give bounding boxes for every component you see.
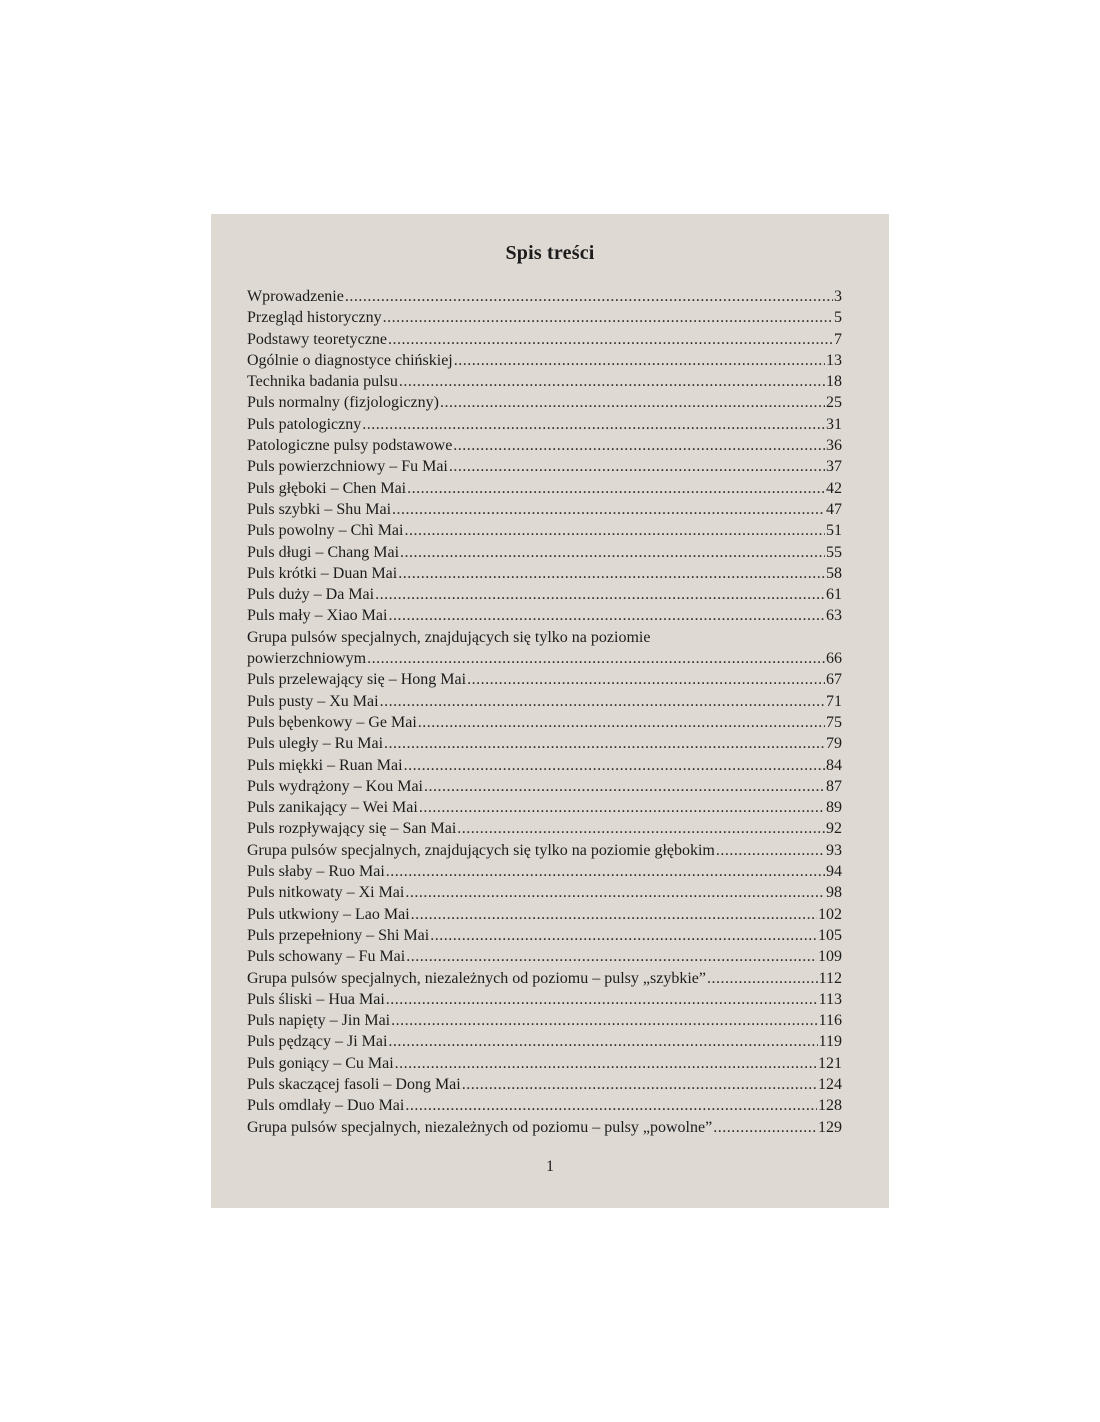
toc-entry-page: 124 [818, 1075, 842, 1093]
dot-leader [454, 350, 825, 371]
toc-entry [247, 627, 842, 648]
toc-entry-page: 3 [834, 288, 842, 305]
toc-entry-label: Puls patologiczny [247, 415, 362, 433]
toc-entry-page: 128 [818, 1097, 842, 1115]
dot-leader [362, 414, 825, 435]
toc-entry [247, 329, 842, 350]
toc-entry-page: 112 [818, 969, 842, 987]
toc-entry-label: powierzchniowym [247, 650, 367, 668]
toc-entry-page: 121 [818, 1054, 842, 1072]
toc-entry [247, 733, 842, 754]
toc-entry-page: 84 [826, 756, 842, 774]
toc-entry [247, 478, 842, 499]
toc-entry-page: 37 [826, 458, 842, 476]
toc-entry-label: Puls rozpływający się – San Mai [247, 820, 457, 838]
toc-entry-page: 55 [826, 543, 842, 561]
toc-entry-label: Puls powolny – Chì Mai [247, 522, 404, 540]
dot-leader [388, 1031, 817, 1052]
toc-entry-page: 98 [826, 884, 842, 902]
toc-entry-label: Puls pędzący – Ji Mai [247, 1033, 388, 1051]
toc-entry [247, 797, 842, 818]
dot-leader [392, 499, 825, 520]
toc-entry-label: Puls zanikający – Wei Mai [247, 799, 418, 817]
dot-leader [713, 1117, 817, 1138]
dot-leader [384, 733, 825, 754]
toc-entry-page: 25 [826, 394, 842, 412]
page-number: 1 [546, 1158, 554, 1175]
toc-entry [247, 1095, 842, 1116]
dot-leader [440, 392, 825, 413]
dot-leader [449, 456, 825, 477]
toc-entry-label: Puls bębenkowy – Ge Mai [247, 713, 417, 731]
toc-entry-label: Puls wydrążony – Kou Mai [247, 777, 423, 795]
toc-entry-page: 47 [826, 500, 842, 518]
toc-entry-label: Przegląd historyczny [247, 309, 382, 327]
toc-entry [247, 925, 842, 946]
toc-entry [247, 712, 842, 733]
toc-entry-page: 102 [818, 905, 842, 923]
dot-leader [386, 989, 818, 1010]
toc-entry [247, 776, 842, 797]
dot-leader [380, 691, 825, 712]
toc-entry-label: Puls omdlały – Duo Mai [247, 1097, 405, 1115]
dot-leader [411, 904, 817, 925]
toc-entry-label: Puls powierzchniowy – Fu Mai [247, 458, 448, 476]
toc-entry [247, 904, 842, 925]
toc-entry-page: 63 [826, 607, 842, 625]
toc-entry-label: Puls skaczącej fasoli – Dong Mai [247, 1075, 461, 1093]
toc-entry-label: Wprowadzenie [247, 288, 344, 305]
toc-entry [247, 1117, 842, 1138]
toc-entry-page: 129 [818, 1118, 842, 1136]
toc-entry-page: 71 [826, 692, 842, 710]
toc-entry-page: 67 [826, 671, 842, 689]
dot-leader [386, 861, 825, 882]
toc-entry-label: Puls przelewający się – Hong Mai [247, 671, 467, 689]
toc-entry [247, 968, 842, 989]
toc-entry [247, 691, 842, 712]
toc-entry [247, 818, 842, 839]
toc-entry-label: Puls głęboki – Chen Mai [247, 479, 407, 497]
toc-entry-page: 93 [826, 841, 842, 859]
toc-entry [247, 392, 842, 413]
toc-entry [247, 286, 842, 307]
toc-entry-label: Puls krótki – Duan Mai [247, 564, 398, 582]
toc-entry-page: 105 [818, 926, 842, 944]
toc-entry-label: Ogólnie o diagnostyce chińskiej [247, 351, 453, 369]
toc-entry-page: 92 [826, 820, 842, 838]
toc-entry-label: Grupa pulsów specjalnych, niezależnych od poziomu – pulsy „szybkie” [247, 969, 706, 987]
dot-leader [375, 584, 825, 605]
toc-entry [247, 755, 842, 776]
toc-entry [247, 371, 842, 392]
dot-leader [424, 776, 825, 797]
toc-entry-label: Technika badania pulsu [247, 373, 398, 391]
toc-entry-label: Puls miękki – Ruan Mai [247, 756, 403, 774]
dot-leader [345, 286, 833, 307]
dot-leader [400, 542, 825, 563]
toc-entry [247, 563, 842, 584]
dot-leader [707, 968, 818, 989]
toc-entry-page: 36 [826, 437, 842, 455]
dot-leader [398, 563, 825, 584]
toc-entry-label: Puls uległy – Ru Mai [247, 735, 384, 753]
toc-entry [247, 307, 842, 328]
toc-entry [247, 435, 842, 456]
toc-entry-label: Puls przepełniony – Shi Mai [247, 926, 430, 944]
toc-entry [247, 520, 842, 541]
toc-entry-label: Puls pusty – Xu Mai [247, 692, 379, 710]
dot-leader [404, 755, 825, 776]
dot-leader [383, 307, 833, 328]
toc-entry-page: 109 [818, 948, 842, 966]
toc-entry-page: 66 [826, 650, 842, 668]
dot-leader [462, 1074, 817, 1095]
toc-entry-page: 5 [834, 309, 842, 327]
toc-entry [247, 605, 842, 626]
toc-entry [247, 1010, 842, 1031]
toc-entry [247, 840, 842, 861]
toc-entry [247, 350, 842, 371]
toc-entry [247, 669, 842, 690]
dot-leader [407, 478, 825, 499]
toc-entry [247, 882, 842, 903]
toc-entry-label: Puls utkwiony – Lao Mai [247, 905, 410, 923]
dot-leader [430, 925, 817, 946]
toc-entry-page: 13 [826, 351, 842, 369]
dot-leader [419, 797, 825, 818]
dot-leader [457, 818, 825, 839]
toc-entry-label: Puls nitkowaty – Xi Mai [247, 884, 405, 902]
toc-entry-page: 113 [818, 990, 842, 1008]
toc-entry-label: Puls słaby – Ruo Mai [247, 863, 385, 881]
toc-entry-page: 79 [826, 735, 842, 753]
toc-entry-label: Puls schowany – Fu Mai [247, 948, 406, 966]
dot-leader [388, 329, 833, 350]
toc-entry [247, 584, 842, 605]
toc-entry-label: Puls śliski – Hua Mai [247, 990, 385, 1008]
toc-entry [247, 861, 842, 882]
toc-entry [247, 456, 842, 477]
toc-entry [247, 1053, 842, 1074]
dot-leader [388, 605, 825, 626]
toc-entry-page: 116 [818, 1012, 842, 1030]
toc-entry-label: Grupa pulsów specjalnych, znajdujących się tylko na poziomie [247, 628, 651, 646]
toc-entry [247, 946, 842, 967]
toc-entry-label: Podstawy teoretyczne [247, 330, 387, 348]
toc-entry-label: Grupa pulsów specjalnych, znajdujących się tylko na poziomie głębokim [247, 841, 715, 859]
dot-leader [367, 648, 825, 669]
toc-entry [247, 648, 842, 669]
dot-leader [406, 946, 817, 967]
toc-entry [247, 1031, 842, 1052]
toc-entry-page: 94 [826, 863, 842, 881]
toc-entry-page: 89 [826, 799, 842, 817]
toc-entry-page: 119 [818, 1033, 842, 1051]
dot-leader [399, 371, 825, 392]
toc-entry [247, 499, 842, 520]
dot-leader [716, 840, 825, 861]
toc-entry-label: Puls długi – Chang Mai [247, 543, 400, 561]
dot-leader [404, 520, 825, 541]
dot-leader [405, 1095, 817, 1116]
toc-entry-label: Puls goniący – Cu Mai [247, 1054, 394, 1072]
document-page [211, 214, 889, 1208]
toc-entry-page: 7 [834, 330, 842, 348]
table-of-contents [247, 286, 842, 1138]
dot-leader [418, 712, 825, 733]
toc-entry-label: Puls normalny (fizjologiczny) [247, 394, 439, 412]
toc-entry [247, 542, 842, 563]
toc-entry [247, 989, 842, 1010]
dot-leader [391, 1010, 817, 1031]
toc-entry-label: Puls duży – Da Mai [247, 586, 375, 604]
toc-entry [247, 414, 842, 435]
toc-entry-label: Grupa pulsów specjalnych, niezależnych od poziomu – pulsy „powolne” [247, 1118, 713, 1136]
dot-leader [405, 882, 825, 903]
toc-entry-label: Puls mały – Xiao Mai [247, 607, 388, 625]
toc-entry-page: 51 [826, 522, 842, 540]
dot-leader [453, 435, 825, 456]
toc-entry [247, 1074, 842, 1095]
toc-entry-page: 58 [826, 564, 842, 582]
toc-entry-page: 31 [826, 415, 842, 433]
toc-entry-page: 18 [826, 373, 842, 391]
toc-entry-page: 42 [826, 479, 842, 497]
page-title: Spis treści [505, 242, 595, 264]
toc-entry-page: 61 [826, 586, 842, 604]
dot-leader [395, 1053, 817, 1074]
toc-entry-page: 75 [826, 713, 842, 731]
dot-leader [467, 669, 825, 690]
toc-entry-label: Puls napięty – Jin Mai [247, 1012, 391, 1030]
toc-entry-label: Patologiczne pulsy podstawowe [247, 437, 453, 455]
toc-entry-label: Puls szybki – Shu Mai [247, 500, 392, 518]
toc-entry-page: 87 [826, 777, 842, 795]
